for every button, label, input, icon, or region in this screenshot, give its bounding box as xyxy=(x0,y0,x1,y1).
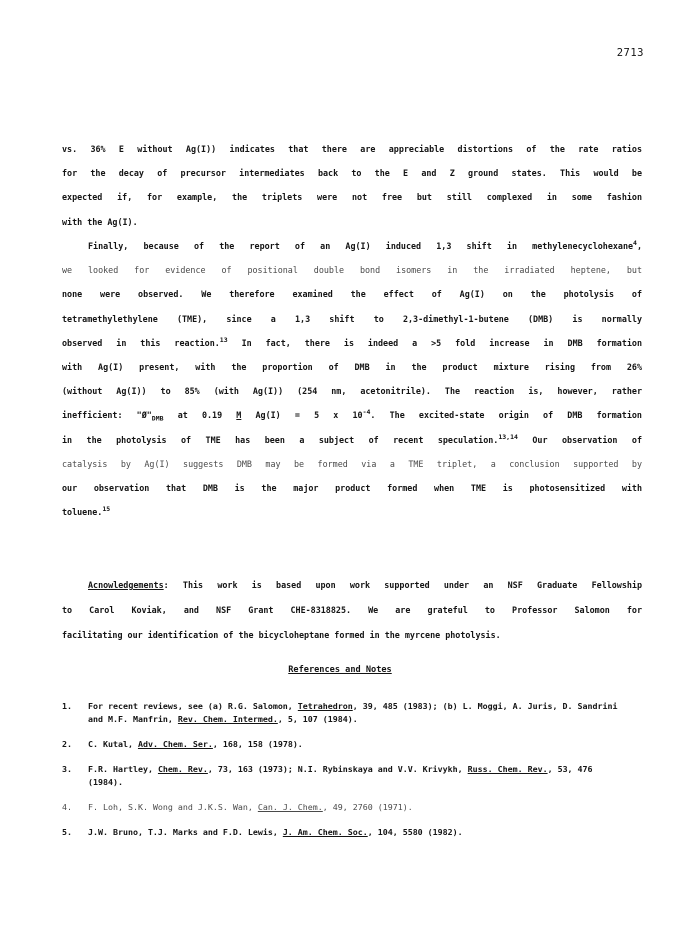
text-line: (without Ag(I)) to 85% (with Ag(I)) (254 nm, acetonitrile). The reaction is, however, rather xyxy=(62,386,642,397)
citation: 13 xyxy=(219,336,228,345)
citation: 15 xyxy=(102,505,111,514)
exponent: -4 xyxy=(362,408,371,417)
text-line: observed in this reaction.$^{13}$ In fact, there is indeed a >5 fold increase in DMB formation xyxy=(62,336,642,348)
citation: 4 xyxy=(633,239,637,248)
text-line: expected if, for example, the triplets were not free but still complexed in some fashion xyxy=(62,192,642,203)
text-line: our observation that DMB is the major product formed when TME is photosensitized with xyxy=(62,483,642,494)
reference-number: 1. xyxy=(62,701,72,711)
text-line: Acnowledgements: This work is based upon work supported under an NSF Graduate Fellowship xyxy=(88,580,642,590)
text-line: Finally, because of the report of an Ag(I) induced 1,3 shift in methylenecyclohexane$^4$, xyxy=(88,239,642,251)
references-heading: References and Notes xyxy=(288,665,392,675)
reference-text: C. Kutal, Adv. Chem. Ser., 168, 158 (1978). xyxy=(88,739,303,749)
reference-number: 2. xyxy=(62,739,72,749)
reference-text: F.R. Hartley, Chem. Rev., 73, 163 (1973); N.I. Rybinskaya and V.V. Krivykh, Russ. Chem. Rev., 53, 476 (1984). xyxy=(88,764,593,787)
text-line: we looked for evidence of positional double bond isomers in the irradiated heptene, but xyxy=(62,265,642,276)
reference-item xyxy=(62,700,622,726)
reference-item xyxy=(62,801,622,814)
text-line: to Carol Koviak, and NSF Grant CHE-8318825. We are grateful to Professor Salomon for xyxy=(62,605,642,615)
reference-text: J.W. Bruno, T.J. Marks and F.D. Lewis, J. Am. Chem. Soc., 104, 5580 (1982). xyxy=(88,827,463,837)
text-line: with Ag(I) present, with the proportion of DMB in the product mixture rising from 26% xyxy=(62,362,642,373)
reference-text: F. Loh, S.K. Wong and J.K.S. Wan, Can. J. Chem., 49, 2760 (1971). xyxy=(88,802,413,812)
text-line: toluene.$^{15}$ xyxy=(62,505,111,518)
text-line: catalysis by Ag(I) suggests DMB may be formed via a TME triplet, a conclusion supported by xyxy=(62,458,642,469)
page-number: 2713 xyxy=(616,47,644,59)
ack-heading: Acnowledgements xyxy=(88,580,164,590)
reference-item xyxy=(62,763,622,789)
text-line: facilitating our identification of the bicycloheptane formed in the myrcene photolysis. xyxy=(62,630,501,640)
text-line: none were observed. We therefore examined the effect of Ag(I) on the photolysis of xyxy=(62,289,642,300)
acknowledgements xyxy=(62,573,642,648)
text-line: vs. 36% E without Ag(I)) indicates that there are appreciable distortions of the rate ratios xyxy=(62,144,642,154)
reference-item xyxy=(62,738,622,751)
citation: 13,14 xyxy=(498,432,518,441)
reference-number: 4. xyxy=(62,802,72,812)
text-line: for the decay of precursor intermediates back to the E and Z ground states. This would be xyxy=(62,168,642,179)
reference-item xyxy=(62,826,622,839)
reference-text: For recent reviews, see (a) R.G. Salomon, Tetrahedron, 39, 485 (1983); (b) L. Moggi, A. Juris, D. Sandrini and M.F. Manfrin, Rev. Chem. Intermed., 5, 107 (1984). xyxy=(88,701,618,724)
text-line: tetramethylethylene (TME), since a 1,3 shift to 2,3-dimethyl-1-butene (DMB) is normally xyxy=(62,313,642,324)
text-line: with the Ag(I). xyxy=(62,216,138,227)
text-line: inefficient: "$Ø"_{DMB}$ at 0.19 M Ag(I) = 5 x $10^{-4}$. The excited-state origin of DMB formation xyxy=(62,408,642,424)
paragraph-finally xyxy=(62,234,642,524)
references-list xyxy=(62,700,622,851)
text-line: in the photolysis of TME has been a subject of recent speculation.$^{13,14}$ Our observation of xyxy=(62,432,642,445)
subscript: DMB xyxy=(151,415,164,424)
reference-number: 5. xyxy=(62,827,72,837)
reference-number: 3. xyxy=(62,764,72,774)
paragraph-continued xyxy=(62,137,642,234)
